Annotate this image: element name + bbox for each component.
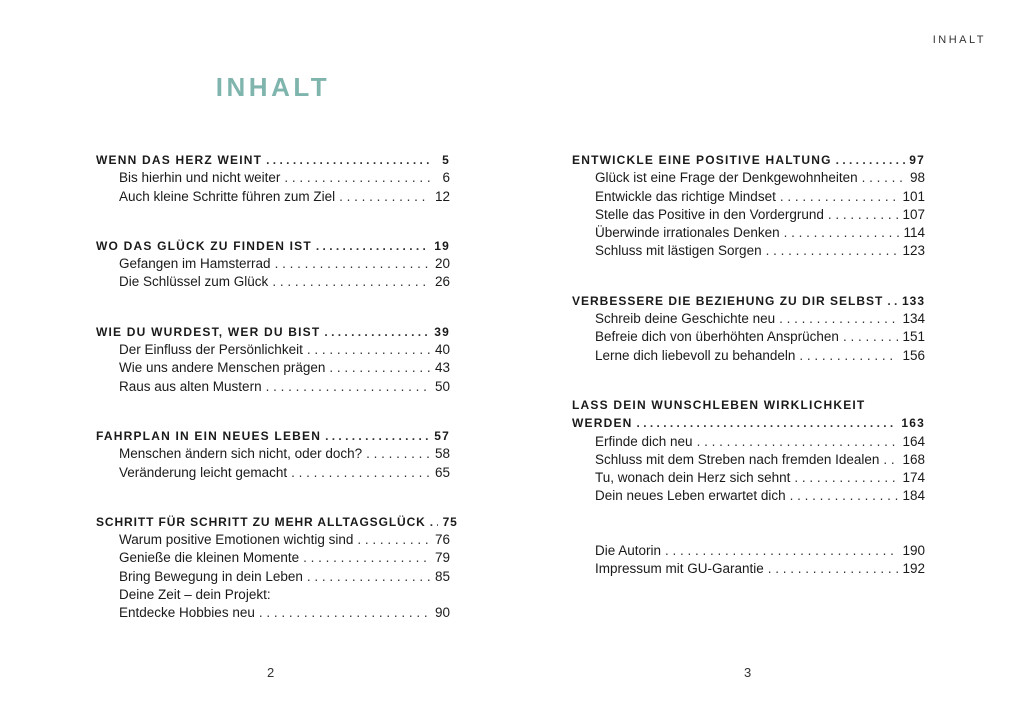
page-number: 50	[434, 378, 450, 394]
toc-entry[interactable]	[572, 433, 925, 451]
toc-appendix	[572, 542, 925, 579]
page-number-left: 2	[267, 665, 275, 680]
entry-title: Entwickle das richtige Mindset	[595, 188, 776, 204]
entry-title: Erfinde dich neu	[595, 433, 693, 449]
page-number: 97	[909, 153, 925, 167]
page-number: 40	[434, 342, 450, 358]
leader-dots	[697, 433, 899, 451]
page-number: 26	[434, 274, 450, 290]
leader-dots	[768, 560, 899, 578]
leader-dots	[307, 568, 430, 586]
toc-entry[interactable]	[96, 341, 450, 359]
entry-title: Lerne dich liebevoll zu behandeln	[595, 347, 796, 363]
toc-chapter	[572, 292, 925, 365]
toc-chapter-heading[interactable]	[96, 237, 450, 255]
toc-chapter	[96, 237, 450, 292]
entry-title: Der Einfluss der Persönlichkeit	[119, 342, 303, 358]
entry-title: Stelle das Positive in den Vordergrund	[595, 206, 824, 222]
toc-entry[interactable]	[96, 549, 450, 567]
chapter-title: WIE DU WURDEST, WER DU BIST	[96, 324, 321, 339]
leader-dots	[780, 188, 899, 206]
page-number: 192	[902, 561, 925, 577]
leader-dots	[843, 328, 899, 346]
entry-title: Veränderung leicht gemacht	[119, 464, 288, 480]
leader-dots	[887, 292, 898, 310]
page-number: 163	[901, 416, 925, 431]
chapter-title: WO DAS GLÜCK ZU FINDEN IST	[96, 238, 312, 253]
page-number: 133	[901, 293, 925, 308]
toc-chapter-heading-line2[interactable]	[572, 414, 925, 432]
page-number: 43	[434, 360, 450, 376]
page-number: 164	[902, 433, 925, 449]
toc-chapter-heading[interactable]	[96, 513, 458, 531]
leader-dots	[794, 469, 898, 487]
leader-dots	[862, 169, 905, 187]
entry-title: Bring Bewegung in dein Leben	[119, 568, 303, 584]
toc-entry[interactable]	[572, 451, 925, 469]
toc-chapter	[96, 323, 450, 396]
entry-title: Die Schlüssel zum Glück	[119, 274, 269, 290]
toc-entry[interactable]	[96, 568, 450, 586]
leader-dots	[430, 513, 438, 531]
toc-entry[interactable]	[96, 169, 450, 187]
leader-dots	[266, 378, 430, 396]
leader-dots	[284, 169, 430, 187]
page-number-right: 3	[744, 665, 752, 680]
toc-entry[interactable]	[96, 255, 450, 273]
page-number: 101	[902, 188, 925, 204]
leader-dots	[357, 531, 430, 549]
leader-dots	[272, 273, 430, 291]
chapter-title: WERDEN	[572, 416, 633, 431]
toc-entry[interactable]	[572, 469, 925, 487]
entry-title: Raus aus alten Mustern	[119, 378, 262, 394]
leader-dots	[883, 451, 898, 469]
entry-title: Auch kleine Schritte führen zum Ziel	[119, 188, 336, 204]
leader-dots	[324, 323, 430, 341]
leader-dots	[799, 347, 898, 365]
toc-entry[interactable]	[96, 188, 450, 206]
entry-title: Die Autorin	[595, 542, 662, 558]
entry-title: Glück ist eine Frage der Denkgewohnheiten	[595, 170, 858, 186]
toc-chapter-heading[interactable]	[96, 427, 450, 445]
page-number: 85	[434, 568, 450, 584]
chapter-title: LASS DEIN WUNSCHLEBEN WIRKLICHKEIT	[572, 397, 866, 412]
toc-entry[interactable]	[572, 542, 925, 560]
entry-title: Schreib deine Geschichte neu	[595, 311, 776, 327]
leader-dots	[766, 242, 899, 260]
page-number: 20	[434, 256, 450, 272]
toc-entry[interactable]	[572, 188, 925, 206]
toc-entry[interactable]	[572, 206, 925, 224]
page-title: INHALT	[215, 72, 331, 102]
leader-dots	[325, 427, 430, 445]
toc-entry[interactable]	[96, 445, 450, 463]
page-number: 58	[434, 446, 450, 462]
toc-chapter-heading[interactable]	[572, 292, 925, 310]
leader-dots	[316, 237, 430, 255]
toc-entry[interactable]	[572, 560, 925, 578]
page-number: 123	[902, 243, 925, 259]
leader-dots	[291, 464, 430, 482]
leader-dots	[665, 542, 898, 560]
toc-left-column	[96, 151, 458, 623]
page-number: 39	[434, 324, 450, 339]
toc-chapter	[96, 427, 450, 482]
toc-entry[interactable]	[96, 464, 450, 482]
toc-entry[interactable]	[96, 604, 450, 622]
page-number: 57	[434, 428, 450, 443]
entry-title: Warum positive Emotionen wichtig sind	[119, 532, 354, 548]
entry-title: Schluss mit dem Streben nach fremden Idealen	[595, 451, 880, 467]
page-number: 168	[902, 451, 925, 467]
entry-title: Bis hierhin und nicht weiter	[119, 170, 281, 186]
entry-title: Gefangen im Hamsterrad	[119, 256, 271, 272]
entry-title: Befreie dich von überhöhten Ansprüchen	[595, 329, 839, 345]
toc-entry-continued[interactable]	[96, 586, 450, 604]
toc-entry[interactable]	[96, 273, 450, 291]
page-number: 134	[902, 311, 925, 327]
entry-title: Entdecke Hobbies neu	[119, 605, 255, 621]
entry-title: Menschen ändern sich nicht, oder doch?	[119, 446, 363, 462]
page-number: 76	[434, 532, 450, 548]
toc-right-column	[572, 151, 925, 578]
chapter-title: WENN DAS HERZ WEINT	[96, 153, 263, 167]
leader-dots	[790, 487, 899, 505]
page-number: 79	[434, 550, 450, 566]
toc-chapter	[96, 151, 450, 206]
entry-title: Genieße die kleinen Momente	[119, 550, 300, 566]
page-number: 75	[442, 514, 458, 529]
page-number: 114	[903, 225, 925, 241]
entry-title: Wie uns andere Menschen prägen	[119, 360, 326, 376]
page-number: 90	[434, 605, 450, 621]
entry-title: Dein neues Leben erwartet dich	[595, 488, 786, 504]
toc-entry[interactable]	[572, 328, 925, 346]
toc-entry[interactable]	[572, 347, 925, 365]
toc-entry[interactable]	[572, 169, 925, 187]
entry-title: Impressum mit GU-Garantie	[595, 561, 764, 577]
leader-dots	[275, 255, 430, 273]
chapter-title: SCHRITT FÜR SCHRITT ZU MEHR ALLTAGSGLÜCK	[96, 514, 426, 529]
entry-title: Deine Zeit – dein Projekt:	[119, 587, 271, 603]
leader-dots	[303, 549, 430, 567]
toc-entry[interactable]	[572, 310, 925, 328]
chapter-title: ENTWICKLE EINE POSITIVE HALTUNG	[572, 153, 832, 167]
toc-entry[interactable]	[572, 224, 925, 242]
toc-chapter-heading[interactable]	[96, 323, 450, 341]
page-number: 6	[442, 170, 450, 186]
leader-dots	[329, 359, 430, 377]
leader-dots	[784, 224, 900, 242]
leader-dots	[339, 188, 430, 206]
leader-dots	[259, 604, 430, 622]
toc-chapter	[572, 396, 925, 506]
toc-chapter	[96, 513, 458, 623]
toc-entry[interactable]	[572, 487, 925, 505]
toc-chapter-heading[interactable]	[572, 151, 925, 169]
leader-dots	[779, 310, 898, 328]
page-number: 19	[434, 238, 450, 253]
entry-title: Tu, wonach dein Herz sich sehnt	[595, 470, 791, 486]
chapter-title: VERBESSERE DIE BEZIEHUNG ZU DIR SELBST	[572, 293, 884, 308]
page-number: 12	[434, 188, 450, 204]
page-number: 190	[902, 542, 925, 558]
leader-dots	[307, 341, 430, 359]
toc-entry[interactable]	[572, 242, 925, 260]
toc-entry[interactable]	[96, 359, 450, 377]
entry-title: Schluss mit lästigen Sorgen	[595, 243, 762, 259]
leader-dots	[828, 206, 899, 224]
page-number: 156	[902, 347, 925, 363]
toc-entry[interactable]	[96, 378, 450, 396]
page-number: 65	[434, 464, 450, 480]
chapter-title: FAHRPLAN IN EIN NEUES LEBEN	[96, 428, 322, 443]
leader-dots	[366, 445, 430, 463]
entry-title: Überwinde irrationales Denken	[595, 225, 780, 241]
toc-chapter	[572, 151, 925, 261]
page-number: 151	[902, 329, 925, 345]
page-number: 107	[902, 206, 925, 222]
toc-entry[interactable]	[96, 531, 450, 549]
leader-dots	[266, 151, 430, 169]
page-number: 174	[902, 470, 925, 486]
page-number: 98	[909, 170, 925, 186]
leader-dots	[836, 151, 905, 169]
page-number: 5	[442, 153, 450, 167]
leader-dots	[637, 414, 898, 432]
toc-chapter-heading[interactable]	[96, 151, 450, 169]
toc-chapter-heading-line1[interactable]	[572, 396, 925, 414]
page-number: 184	[902, 488, 925, 504]
running-head: INHALT	[932, 34, 986, 46]
